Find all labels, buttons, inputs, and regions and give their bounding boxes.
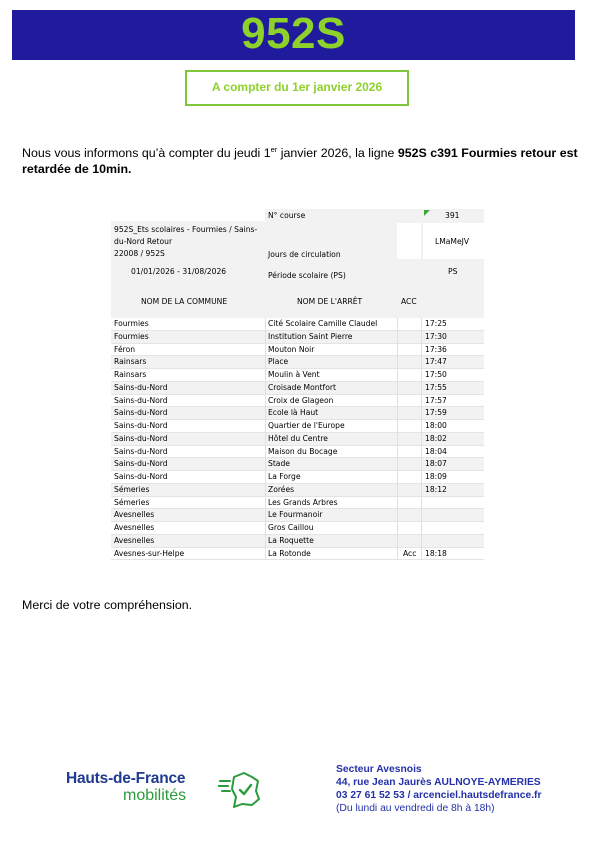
- column-divider: [397, 548, 398, 560]
- stop-cell: Maison du Bocage: [268, 446, 338, 456]
- table-row: [111, 548, 484, 561]
- column-divider: [265, 433, 266, 445]
- column-divider: [421, 535, 422, 547]
- column-divider: [397, 509, 398, 521]
- notice-paragraph: [22, 145, 582, 177]
- line-banner: [12, 10, 575, 60]
- notice-text-start: Nous vous informons qu’à compter du jeudi 1: [22, 146, 271, 160]
- stop-cell: Cité Scolaire Camille Claudel: [268, 319, 378, 328]
- time-cell: 18:04: [425, 446, 447, 456]
- time-cell: 17:30: [425, 331, 447, 341]
- line-title-1: 952S_Ets scolaires - Fourmies / Sains-: [114, 225, 258, 234]
- table-row: [111, 433, 484, 446]
- column-divider: [421, 395, 422, 407]
- table-row: [111, 382, 484, 395]
- column-divider: [397, 356, 398, 368]
- column-divider: [397, 407, 398, 419]
- stop-cell: Croisade Montfort: [268, 382, 336, 392]
- stop-cell: Mouton Noir: [268, 344, 315, 354]
- column-divider: [421, 497, 422, 509]
- column-divider: [397, 395, 398, 407]
- time-cell: 17:50: [425, 370, 447, 379]
- stop-cell: Croix de Glageon: [268, 395, 334, 405]
- table-row: [111, 369, 484, 382]
- table-row: [111, 522, 484, 535]
- logo-text-region: Hauts-de-France: [66, 770, 186, 787]
- stop-cell: Gros Caillou: [268, 523, 314, 532]
- column-divider: [397, 318, 398, 330]
- stop-cell: Moulin à Vent: [268, 370, 320, 379]
- stop-cell: Le Fourmanoir: [268, 510, 323, 520]
- notice-bold-text: 952S c391 Fourmies retour est retardée de 10min.: [22, 146, 578, 176]
- column-divider: [265, 548, 266, 560]
- column-divider: [421, 484, 422, 496]
- column-divider: [421, 446, 422, 458]
- column-divider: [265, 535, 266, 547]
- commune-cell: Sains-du-Nord: [114, 421, 168, 430]
- column-divider: [421, 318, 422, 330]
- column-divider: [265, 407, 266, 419]
- period-label: Période scolaire (PS): [268, 271, 346, 280]
- table-row: [111, 509, 484, 522]
- table-row: [111, 344, 484, 357]
- column-divider: [421, 471, 422, 483]
- column-divider: [397, 344, 398, 356]
- commune-cell: Sains-du-Nord: [114, 472, 168, 481]
- column-divider: [265, 484, 266, 496]
- commune-cell: Avesnelles: [114, 510, 155, 520]
- column-header-stop: NOM DE L'ARRÊT: [297, 297, 363, 306]
- column-divider: [421, 369, 422, 381]
- column-divider: [397, 369, 398, 381]
- france-map-check-icon: [218, 771, 266, 811]
- column-divider: [421, 458, 422, 470]
- stop-cell: Stade: [268, 459, 290, 469]
- table-row: [111, 471, 484, 484]
- phone-and-website: 03 27 61 52 53 / arcenciel.hautsdefrance.fr: [336, 790, 542, 801]
- commune-cell: Sémeries: [114, 484, 150, 494]
- stop-cell: La Forge: [268, 472, 301, 481]
- commune-cell: Fourmies: [114, 331, 149, 341]
- opening-hours: (Du lundi au vendredi de 8h à 18h): [336, 803, 495, 814]
- table-row: [111, 356, 484, 369]
- contact-block: [336, 763, 542, 815]
- stop-cell: Hôtel du Centre: [268, 433, 328, 443]
- stop-cell: Les Grands Arbres: [268, 497, 338, 507]
- commune-cell: Avesnelles: [114, 535, 155, 545]
- table-row: [111, 407, 484, 420]
- period-value: PS: [448, 267, 458, 276]
- commune-cell: Féron: [114, 344, 136, 354]
- table-row: [111, 446, 484, 459]
- line-title-2: du-Nord Retour: [114, 237, 173, 246]
- table-row: [111, 497, 484, 510]
- column-divider: [421, 509, 422, 521]
- column-divider: [397, 331, 398, 343]
- days-label: Jours de circulation: [268, 250, 341, 259]
- effective-date-box: A compter du 1er janvier 2026: [185, 70, 409, 106]
- time-cell: 17:59: [425, 408, 447, 418]
- time-cell: 17:47: [425, 357, 447, 367]
- header-blank-cell: [397, 223, 421, 259]
- sector-name: Secteur Avesnois: [336, 764, 422, 775]
- validity-period: 01/01/2026 - 31/08/2026: [131, 267, 227, 276]
- column-divider: [397, 484, 398, 496]
- stop-cell: La Rotonde: [268, 548, 311, 558]
- column-divider: [421, 407, 422, 419]
- notice-text-middle: janvier 2026, la ligne: [277, 146, 398, 160]
- commune-cell: Sémeries: [114, 497, 150, 507]
- column-divider: [265, 344, 266, 356]
- column-divider: [265, 331, 266, 343]
- column-divider: [421, 382, 422, 394]
- table-row: [111, 331, 484, 344]
- stop-cell: Institution Saint Pierre: [268, 331, 353, 341]
- table-row: [111, 395, 484, 408]
- commune-cell: Rainsars: [114, 357, 147, 367]
- column-divider: [265, 509, 266, 521]
- course-number: 391: [445, 211, 460, 220]
- logo-text-mobilites: mobilités: [123, 787, 187, 804]
- column-divider: [265, 471, 266, 483]
- time-cell: 18:07: [425, 459, 447, 469]
- commune-cell: Sains-du-Nord: [114, 433, 168, 443]
- commune-cell: Sains-du-Nord: [114, 459, 168, 469]
- column-divider: [265, 382, 266, 394]
- column-divider: [397, 446, 398, 458]
- time-cell: 17:36: [425, 344, 447, 354]
- column-divider: [265, 420, 266, 432]
- timetable: [111, 209, 484, 560]
- column-divider: [421, 522, 422, 534]
- stop-cell: Zorées: [268, 484, 295, 494]
- column-divider: [397, 382, 398, 394]
- timetable-header: [111, 209, 484, 318]
- column-divider: [265, 369, 266, 381]
- column-divider: [397, 471, 398, 483]
- line-code-title: 952S: [241, 9, 346, 58]
- commune-cell: Sains-du-Nord: [114, 395, 168, 405]
- commune-cell: Sains-du-Nord: [114, 408, 168, 418]
- stop-cell: La Roquette: [268, 535, 314, 545]
- time-cell: 17:55: [425, 382, 447, 392]
- column-divider: [421, 420, 422, 432]
- time-cell: 18:18: [425, 548, 447, 558]
- time-cell: 18:02: [425, 433, 447, 443]
- stop-cell: Quartier de l'Europe: [268, 421, 345, 430]
- course-label: N° course: [268, 211, 306, 220]
- column-divider: [421, 331, 422, 343]
- column-divider: [265, 318, 266, 330]
- column-divider: [265, 522, 266, 534]
- column-header-acc: ACC: [401, 297, 417, 306]
- commune-cell: Avesnes-sur-Helpe: [114, 548, 185, 558]
- column-divider: [397, 458, 398, 470]
- time-cell: 17:57: [425, 395, 447, 405]
- commune-cell: Avesnelles: [114, 523, 155, 532]
- commune-cell: Sains-du-Nord: [114, 382, 168, 392]
- column-divider: [397, 433, 398, 445]
- address: 44, rue Jean Jaurès AULNOYE-AYMERIES: [336, 777, 541, 788]
- table-row: [111, 484, 484, 497]
- time-cell: 17:25: [425, 319, 447, 328]
- column-divider: [397, 420, 398, 432]
- table-row: [111, 458, 484, 471]
- column-divider: [397, 497, 398, 509]
- table-row: [111, 535, 484, 548]
- column-divider: [265, 395, 266, 407]
- column-divider: [421, 356, 422, 368]
- commune-cell: Fourmies: [114, 319, 149, 328]
- commune-cell: Sains-du-Nord: [114, 446, 168, 456]
- days-value: LMaMeJV: [435, 237, 470, 246]
- table-row: [111, 318, 484, 331]
- column-divider: [421, 548, 422, 560]
- closing-text: Merci de votre compréhension.: [22, 598, 193, 612]
- header-blank-cell: [111, 209, 265, 221]
- column-divider: [265, 497, 266, 509]
- column-divider: [265, 356, 266, 368]
- column-divider: [265, 458, 266, 470]
- commune-cell: Rainsars: [114, 370, 147, 379]
- time-cell: 18:00: [425, 421, 447, 430]
- column-divider: [421, 433, 422, 445]
- table-row: [111, 420, 484, 433]
- column-header-commune: NOM DE LA COMMUNE: [141, 297, 228, 306]
- stop-cell: Ecole là Haut: [268, 408, 319, 418]
- column-divider: [265, 446, 266, 458]
- timetable-body: [111, 318, 484, 560]
- acc-cell: Acc: [403, 548, 417, 558]
- column-divider: [397, 522, 398, 534]
- hauts-de-france-mobilites-logo: [66, 770, 266, 810]
- notice-superscript: er: [270, 144, 278, 154]
- green-corner-mark: [424, 210, 430, 216]
- time-cell: 18:12: [425, 484, 447, 494]
- time-cell: 18:09: [425, 472, 447, 481]
- column-divider: [421, 344, 422, 356]
- stop-cell: Place: [268, 357, 289, 367]
- line-codes: 22008 / 952S: [114, 249, 165, 258]
- column-divider: [397, 535, 398, 547]
